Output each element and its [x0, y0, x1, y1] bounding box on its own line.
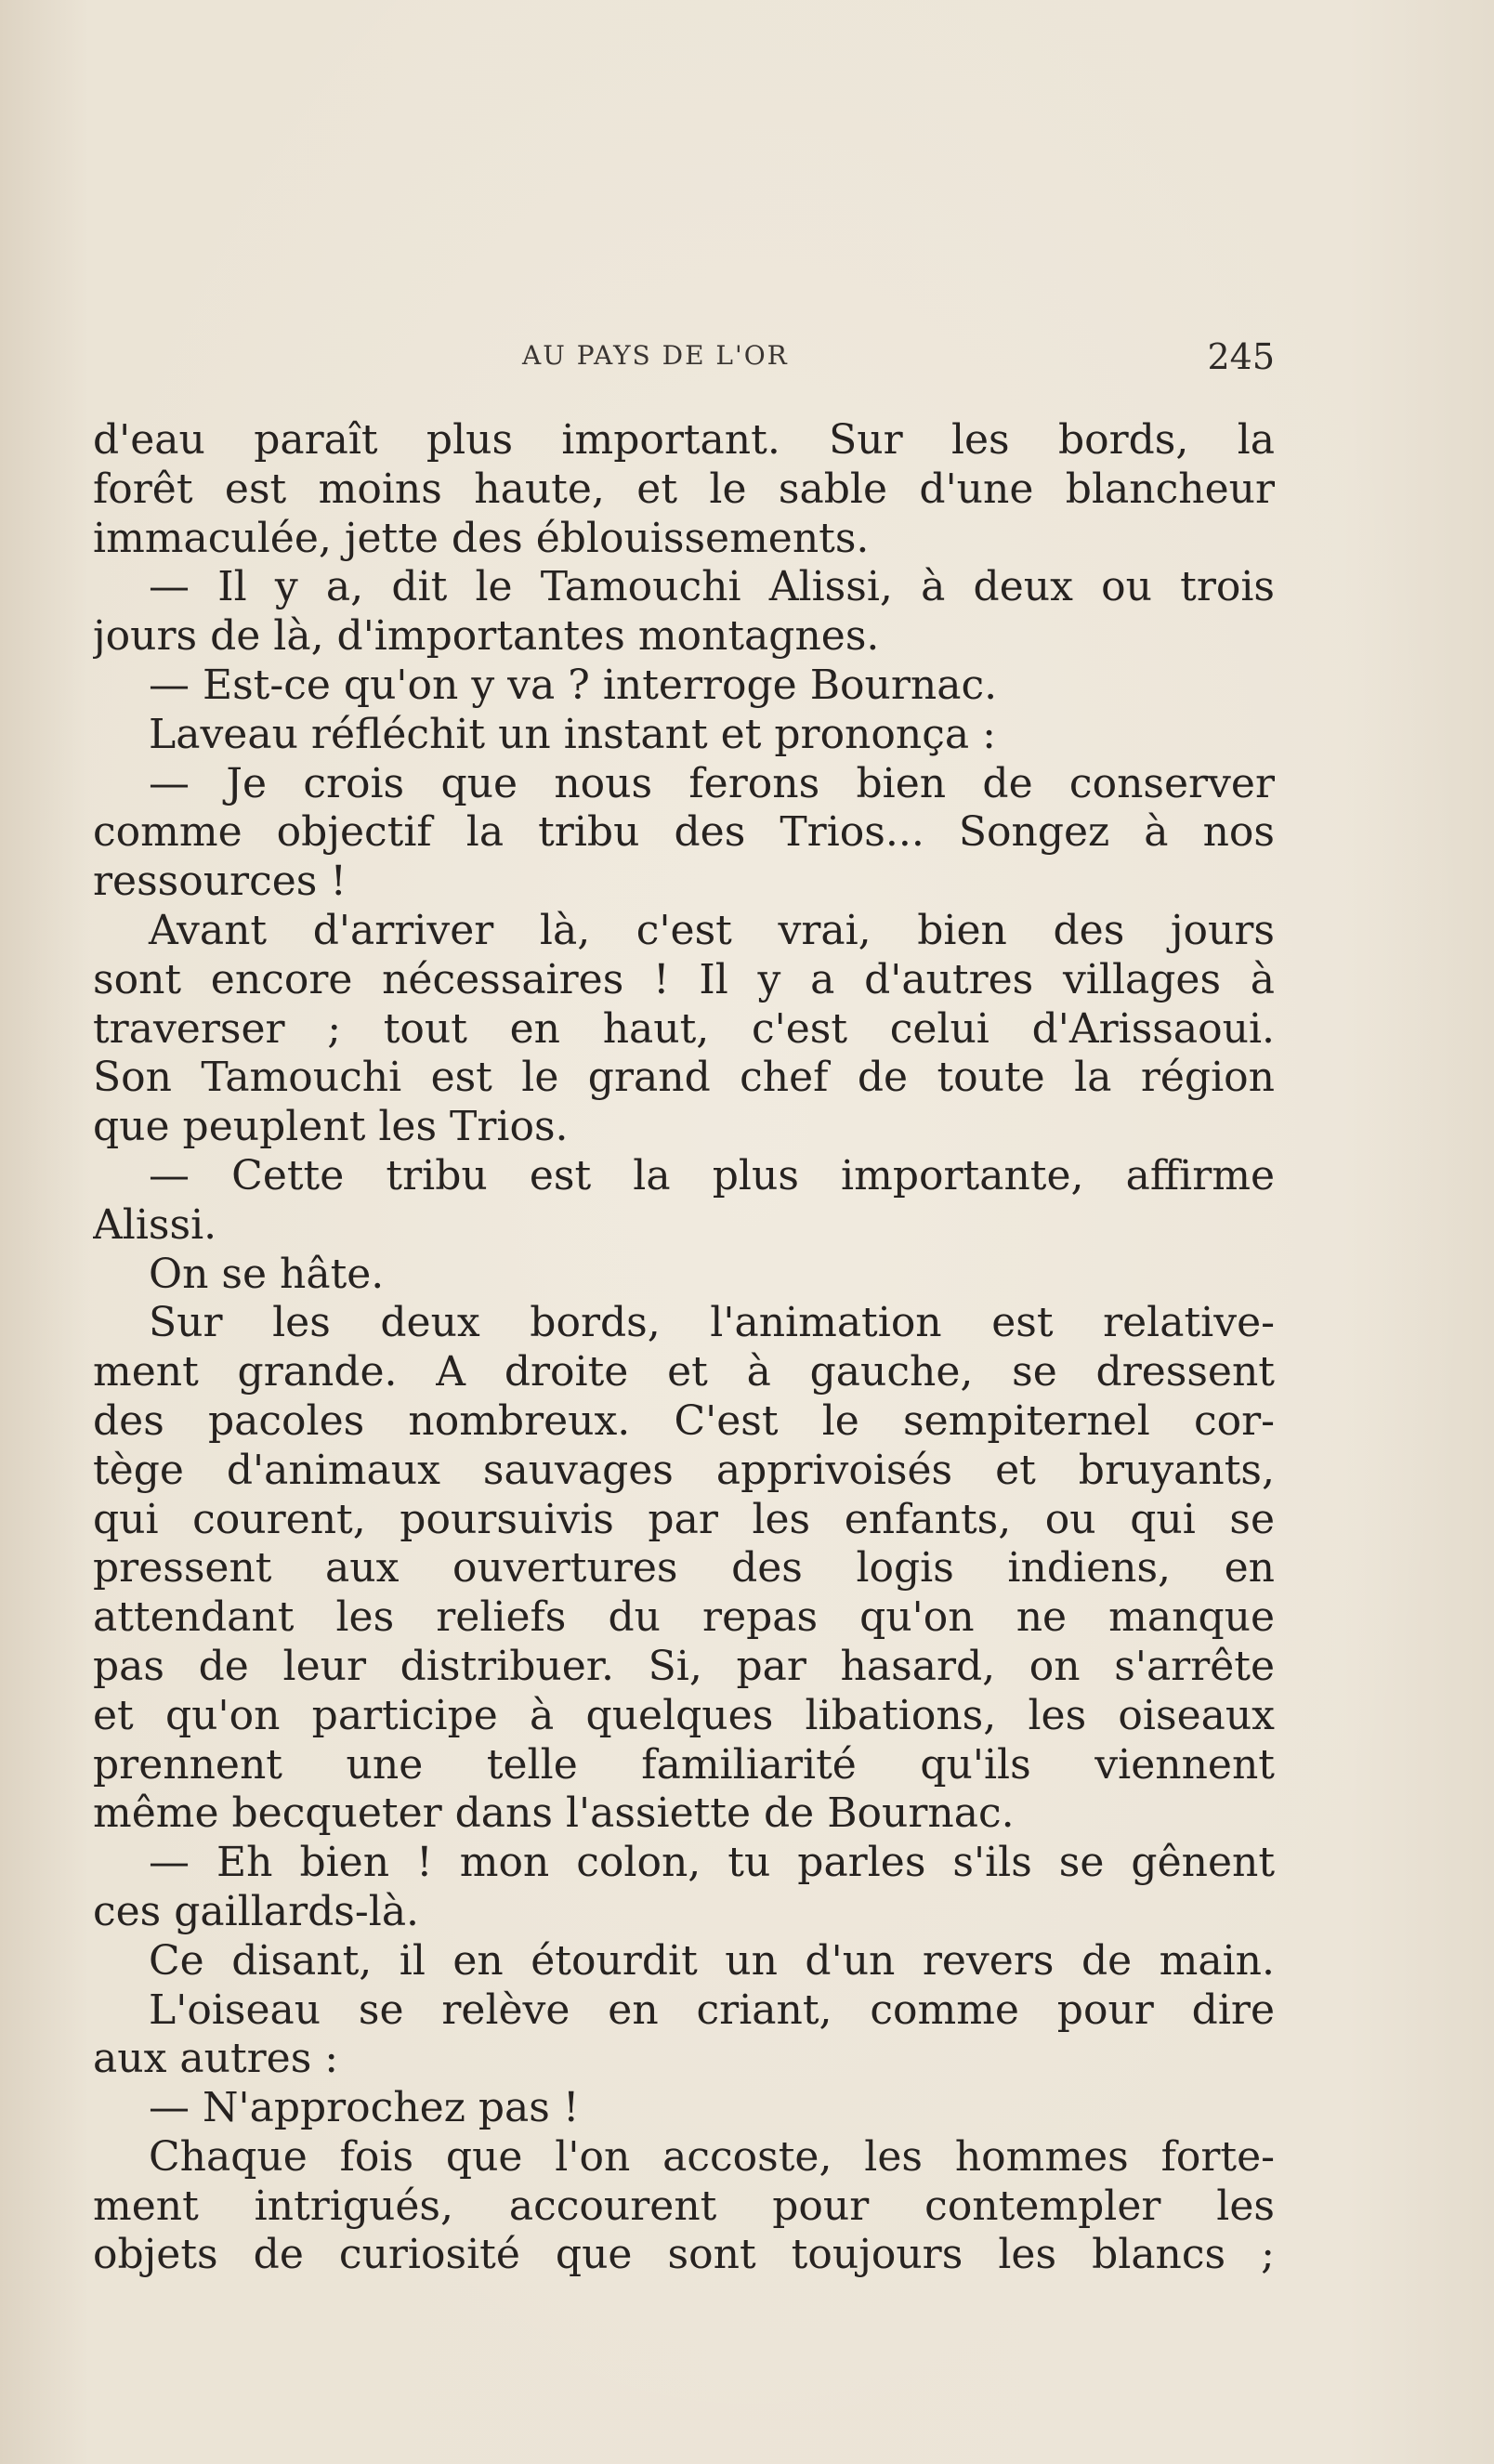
text-line: Alissi.: [93, 1200, 217, 1249]
text-line: traverser ; tout en haut, c'est celui d'Arissaoui.: [93, 1004, 1275, 1053]
text-line: que peuplent les Trios.: [93, 1103, 569, 1151]
text-line: et qu'on participe à quelques libations, les oiseaux: [93, 1691, 1275, 1739]
text-line: — Eh bien ! mon colon, tu parles s'ils se gênent: [149, 1839, 1275, 1887]
text-line: Son Tamouchi est le grand chef de toute la région: [93, 1054, 1275, 1102]
text-line: aux autres :: [93, 2035, 339, 2083]
text-line: — Il y a, dit le Tamouchi Alissi, à deux ou trois: [149, 563, 1275, 611]
text-line: immaculée, jette des éblouissements.: [93, 514, 870, 562]
text-line: pressent aux ouvertures des logis indiens, en: [93, 1544, 1275, 1592]
text-line: objets de curiosité que sont toujours les blancs ;: [93, 2231, 1275, 2279]
text-line: d'eau paraît plus important. Sur les bords, la: [93, 416, 1275, 464]
text-line: On se hâte.: [149, 1250, 385, 1298]
running-title: AU PAYS DE L'OR: [522, 340, 789, 371]
text-line: Avant d'arriver là, c'est vrai, bien des jours: [149, 906, 1275, 954]
text-line: des pacoles nombreux. C'est le sempiternel cor-: [93, 1396, 1275, 1445]
text-line: qui courent, poursuivis par les enfants, ou qui se: [93, 1495, 1275, 1543]
text-line: Ce disant, il en étourdit un d'un revers de main.: [149, 1936, 1275, 1985]
text-line: comme objectif la tribu des Trios... Songez à nos: [93, 808, 1275, 857]
text-line: ment grande. A droite et à gauche, se dressent: [93, 1348, 1275, 1396]
text-line: jours de là, d'importantes montagnes.: [93, 612, 880, 661]
text-line: tège d'animaux sauvages apprivoisés et bruyants,: [93, 1446, 1275, 1494]
text-line: sont encore nécessaires ! Il y a d'autres villages à: [93, 955, 1275, 1003]
page-number: 245: [1207, 336, 1275, 377]
text-line: Chaque fois que l'on accoste, les hommes forte-: [149, 2132, 1275, 2181]
text-line: L'oiseau se relève en criant, comme pour dire: [149, 1986, 1275, 2034]
text-line: ment intrigués, accourent pour contempler les: [93, 2182, 1275, 2230]
text-line: ces gaillards-là.: [93, 1887, 420, 1935]
text-line: prennent une telle familiarité qu'ils viennent: [93, 1740, 1275, 1789]
text-line: Sur les deux bords, l'animation est relative-: [149, 1299, 1275, 1347]
text-line: — N'approchez pas !: [149, 2084, 580, 2132]
text-line: pas de leur distribuer. Si, par hasard, on s'arrête: [93, 1642, 1275, 1690]
text-line: même becqueter dans l'assiette de Bournac.: [93, 1789, 1015, 1838]
text-line: — Cette tribu est la plus importante, affirme: [149, 1151, 1275, 1199]
body-text: [93, 416, 1275, 2280]
text-line: attendant les reliefs du repas qu'on ne manque: [93, 1593, 1275, 1642]
text-line: — Je crois que nous ferons bien de conserver: [149, 759, 1275, 807]
text-line: Laveau réfléchit un instant et prononça :: [149, 710, 996, 758]
text-line: forêt est moins haute, et le sable d'une blancheur: [93, 465, 1275, 513]
text-line: — Est-ce qu'on y va ? interroge Bournac.: [149, 661, 998, 709]
text-line: ressources !: [93, 858, 347, 906]
page-header: [93, 336, 1275, 383]
